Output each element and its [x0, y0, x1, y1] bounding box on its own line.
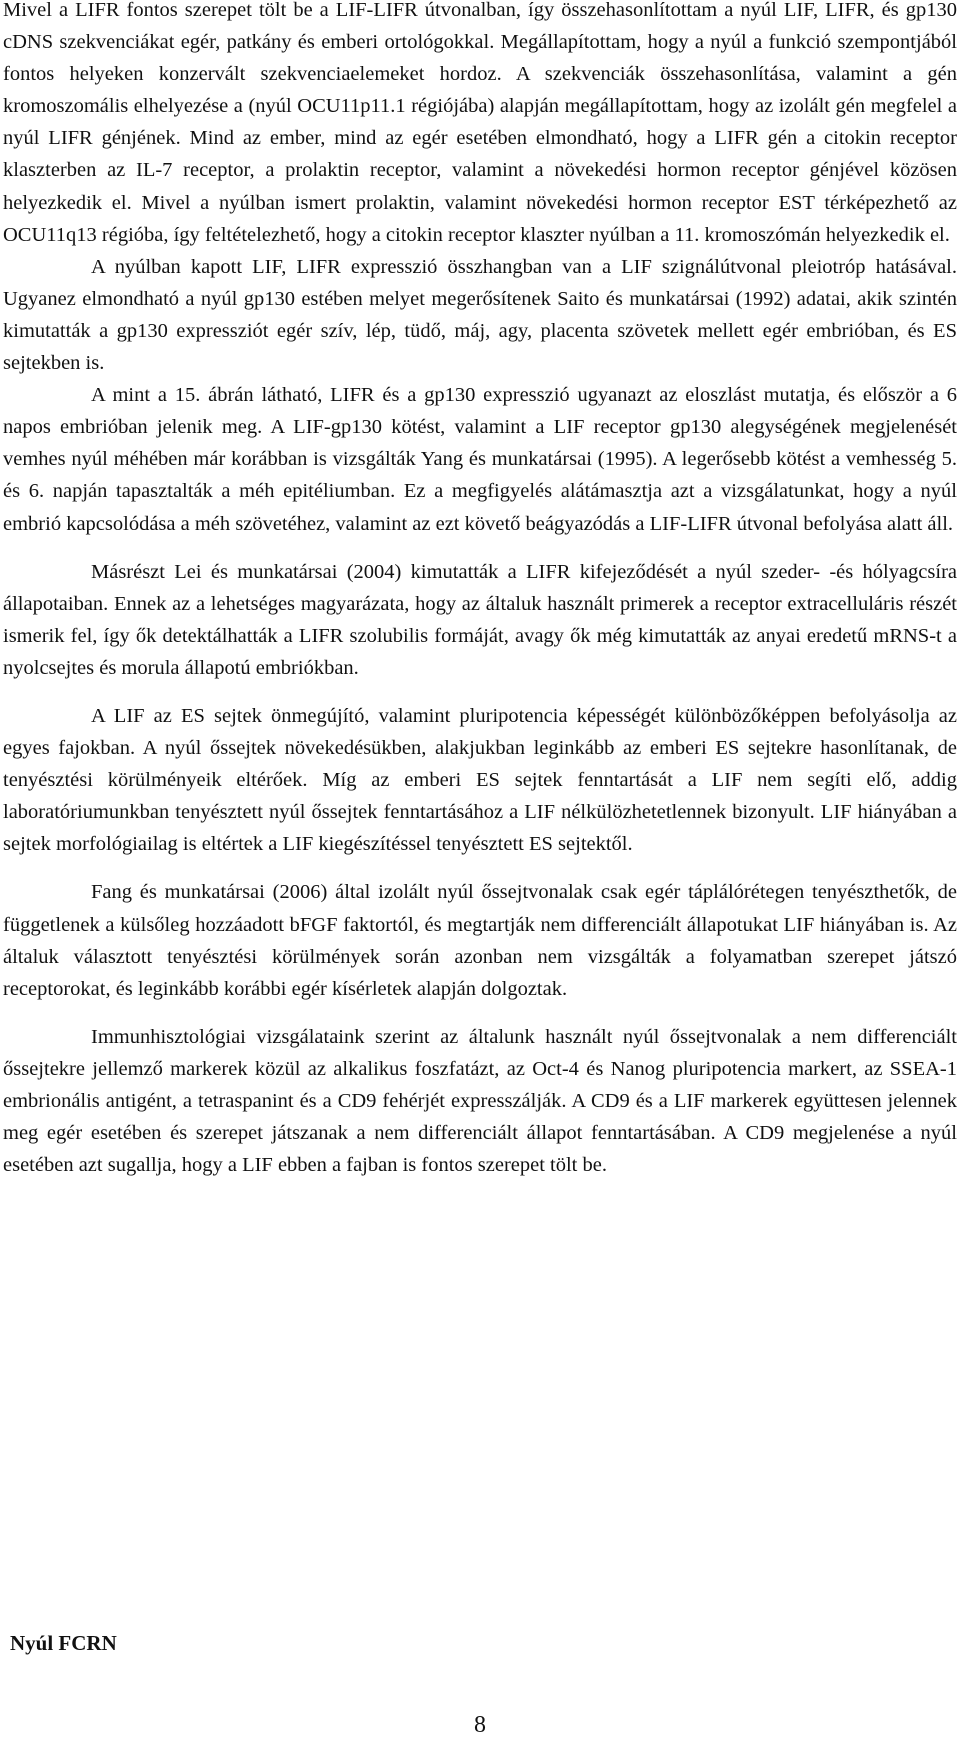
section-heading: Nyúl FCRN — [10, 1631, 117, 1655]
paragraph-lifr-comparison: Mivel a LIFR fontos szerepet tölt be a LIF-LIFR útvonalban, így összehasonlítottam a nyúl LIF, LIFR, és gp130 cDNS szekvenciákat egér, patkány és emberi ortológokkal. Megállapítottam, hogy a nyúl a funkció szempontjából fontos helyeken konzervált szekvenciaelemeket hordoz. A szekvenciák összehasonlítása, valamint a gén kromoszomális elhelyezése a (nyúl OCU11p11.1 régiójába) alapján megállapítottam, hogy az izolált gén megfelel a nyúl LIFR génjének. Mind az ember, mind az egér esetében elmondható, hogy a LIFR gén a citokin receptor klaszterben az IL-7 receptor, a prolaktin receptor, valamint a növekedési hormon receptor génjével közösen helyezkedik el. Mivel a nyúlban ismert prolaktin, valamint növekedési hormon receptor EST térképezhető az OCU11q13 régióba, így feltételezhető, hogy a citokin receptor klaszter nyúlban a 11. kromoszómán helyezkedik el. — [3, 0, 957, 246]
paragraph-figure-15: A mint a 15. ábrán látható, LIFR és a gp130 expresszió ugyanazt az eloszlást mutatja, és először a 6 napos embrióban jelenik meg. A LIF-gp130 kötést, valamint a LIF receptor gp130 alegységének megjelenését vemhes nyúl méhében már korábban is vizsgálták Yang és munkatársai (1995). A legerősebb kötést a vemhesség 5. és 6. napján tapasztalták a méh epitéliumban. Ez a megfigyelés alátámasztja azt a vizsgálatunkat, hogy a nyúl embrió kapcsolódása a méh szövetéhez, valamint az ezt követő beágyazódás a LIF-LIFR útvonal befolyása alatt áll. — [3, 384, 957, 535]
paragraph-es-self-renewal: A LIF az ES sejtek önmegújító, valamint pluripotencia képességét különbözőképpen befolyásolja az egyes fajokban. A nyúl őssejtek növekedésükben, alakjukban leginkább az emberi ES sejtekre hasonlítanak, de tenyésztési körülményeik eltérőek. Míg az emberi ES sejtek fenntartását a LIF nem segíti elő, addig laboratóriumunkban tenyésztett nyúl őssejtek fenntartásához a LIF nélkülözhetetlennek bizonyult. LIF hiányában a sejtek morfológiailag is eltértek a LIF kiegészítéssel tenyésztett ES sejtektől. — [3, 704, 957, 856]
paragraph-expression-pleiotropy: A nyúlban kapott LIF, LIFR expresszió összhangban van a LIF szignálútvonal pleiotróp hatásával. Ugyanez elmondható a nyúl gp130 estében melyet megerősítenek Saito és munkatársai (1992) adatai, akik szintén kimutatták a gp130 expressziót egér szív, lép, tüdő, máj, agy, placenta szövetek mellett egér embrióban, és ES sejtekben is. — [3, 255, 957, 375]
paragraph-fang-2006: Fang és munkatársai (2006) által izolált nyúl őssejtvonalak csak egér táplálórétegen tenyészthetők, de függetlenek a külsőleg hozzáadott bFGF faktortól, és megtartják nem differenciált állapotukat LIF hiányában is. Az általuk választott tenyésztési körülmények során azonban nem vizsgálták a folyamatban szerepet játszó receptorokat, és leginkább korábbi egér kísérletek alapján dolgoztak. — [3, 881, 957, 1000]
paragraph-lei-2004: Másrészt Lei és munkatársai (2004) kimutatták a LIFR kifejeződését a nyúl szeder- -és hólyagcsíra állapotaiban. Ennek az a lehetséges magyarázata, hogy az általuk használt primerek a receptor extracelluláris részét ismerik fel, így ők detektálhatták a LIFR szolubilis formáját, avagy ők még kimutatták az anyai eredetű mRNS-t a nyolcsejtes és morula állapotú embriókban. — [3, 560, 957, 679]
body-text — [3, 0, 957, 1181]
page-number: 8 — [474, 1712, 486, 1738]
paragraph-immunohistology: Immunhisztológiai vizsgálataink szerint az általunk használt nyúl őssejtvonalak a nem differenciált őssejtekre jellemző markerek közül az alkalikus foszfatázt, az Oct-4 és Nanog pluripotencia markert, az SSEA-1 embrionális antigént, a tetraspanint és a CD9 fehérjét expresszálják. A CD9 és a LIF markerek együttesen jelennek meg egér esetében és szerepet játszanak a nem differenciált állapot fenntartásában. A CD9 megjelenése a nyúl esetében azt sugallja, hogy a LIF ebben a fajban is fontos szerepet tölt be. — [3, 1025, 957, 1177]
